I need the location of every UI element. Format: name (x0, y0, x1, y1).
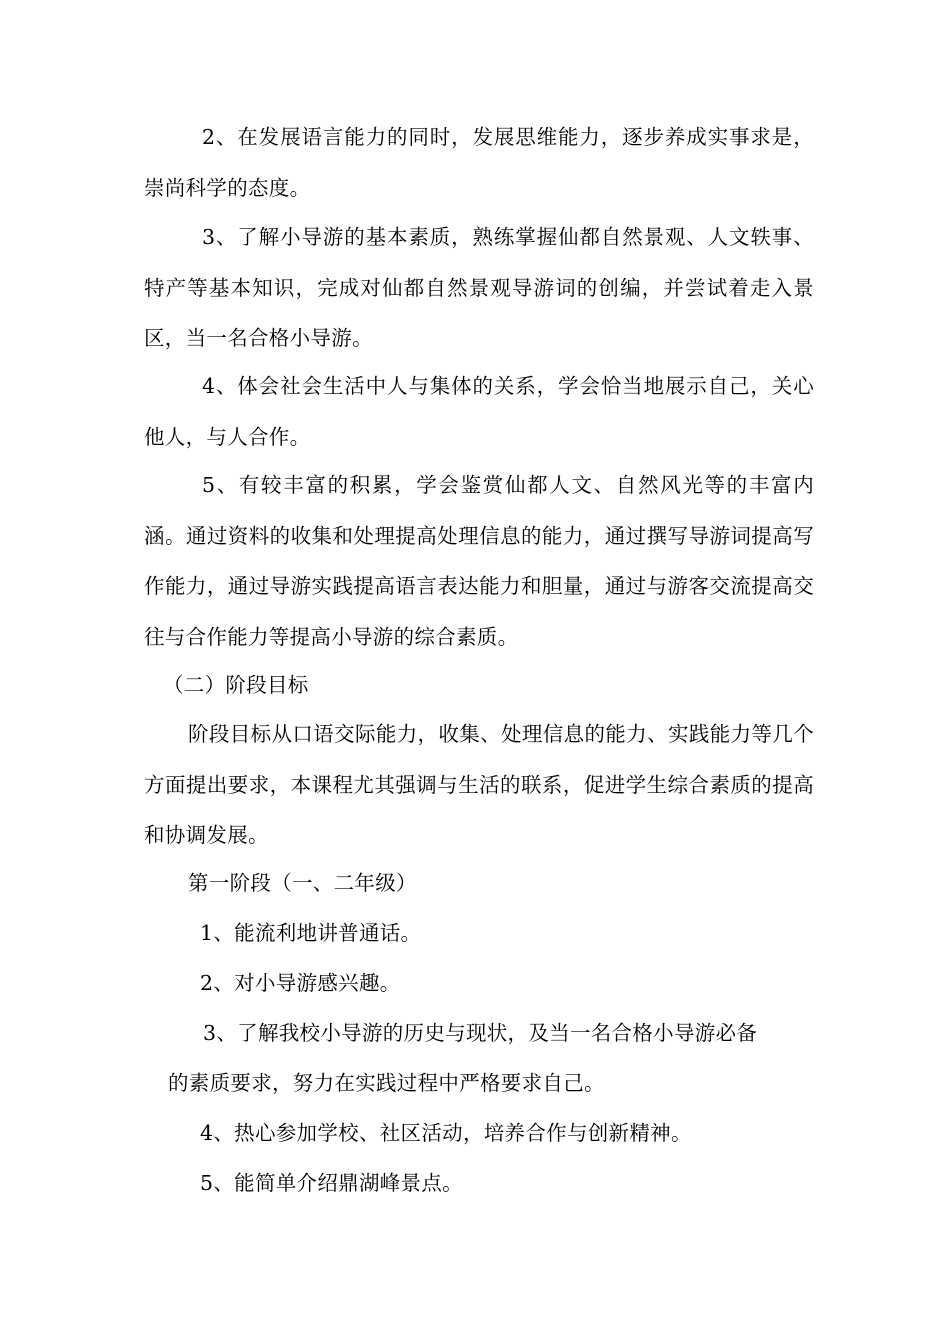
stage-goals-intro: 阶段目标从口语交际能力，收集、处理信息的能力、实践能力等几个方面提出要求，本课程尤其强调与生活的联系，促进学生综合素质的提高和协调发展。 (144, 722, 814, 848)
stage-one-item-2: 2、对小导游感兴趣。 (200, 971, 401, 995)
stage-one-heading: 第一阶段（一、二年级） (188, 871, 417, 895)
stage-one-item-3-line-2: 的素质要求，努力在实践过程中严格要求自己。 (168, 1071, 605, 1095)
goal-paragraph-3: 3、了解小导游的基本素质，熟练掌握仙都自然景观、人文轶事、特产等基本知识，完成对仙都自然景观导游词的创编，并尝试着走入景区，当一名合格小导游。 (144, 225, 814, 351)
stage-one-item-5: 5、能简单介绍鼎湖峰景点。 (200, 1171, 463, 1195)
stage-one-item-4: 4、热心参加学校、社区活动，培养合作与创新精神。 (200, 1121, 692, 1145)
goal-paragraph-5: 5、有较丰富的积累，学会鉴赏仙都人文、自然风光等的丰富内涵。通过资料的收集和处理提高处理信息的能力，通过撰写导游词提高写作能力，通过导游实践提高语言表达能力和胆量，通过与游客交流提高交往与合作能力等提高小导游的综合素质。 (144, 473, 814, 649)
goal-paragraph-4: 4、体会社会生活中人与集体的关系，学会恰当地展示自己，关心他人，与人合作。 (144, 374, 814, 449)
goal-paragraph-2: 2、在发展语言能力的同时，发展思维能力，逐步养成实事求是，崇尚科学的态度。 (144, 125, 814, 200)
stage-one-item-3-line-1: 3、了解我校小导游的历史与现状，及当一名合格小导游必备 (203, 1021, 758, 1045)
section-heading-stage-goals: （二）阶段目标 (163, 673, 309, 697)
stage-one-item-1: 1、能流利地讲普通话。 (200, 921, 422, 945)
